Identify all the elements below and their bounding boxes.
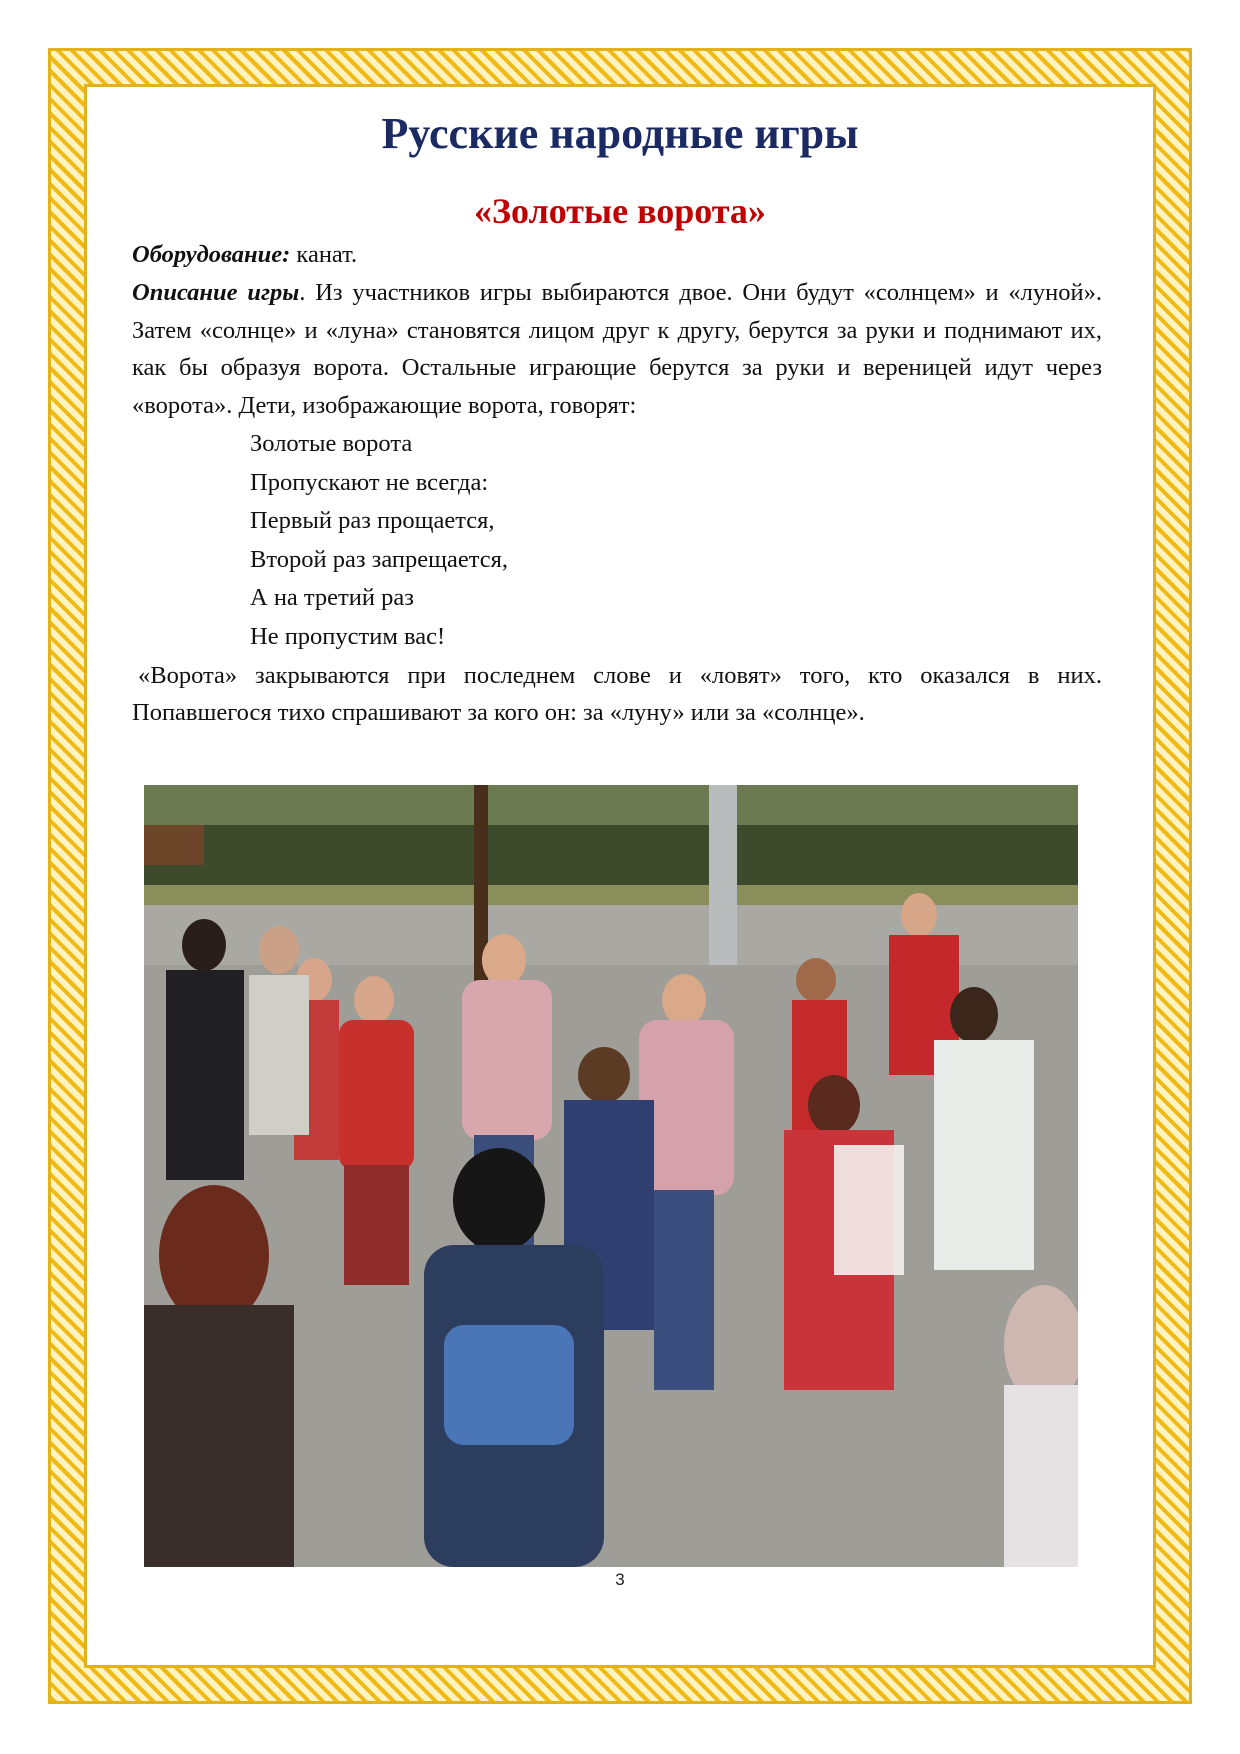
poem-block bbox=[132, 425, 1102, 657]
photo-sky-through-trees bbox=[144, 785, 1078, 825]
photo-illustration bbox=[144, 785, 1078, 1567]
poem-line: Золотые ворота bbox=[250, 429, 413, 457]
description-text: . Из участников игры выбираются двое. Они будут «солнцем» и «луной». Затем «солнце» и «луна» становятся лицом друг к другу, берутся за руки и поднимают их, как бы образуя ворота. Остальные играющие берутся за руки и вереницей идут через «ворота». Дети, изображающие ворота, говорят: bbox=[132, 278, 1102, 420]
poem-line: Первый раз прощается, bbox=[250, 507, 495, 535]
closing-paragraph: «Ворота» закрываются при последнем слове и «ловят» того, кто оказался в них. Попавшегося тихо спрашивают за кого он: за «луну» или за «солнце». bbox=[132, 661, 1102, 727]
page-number: 3 bbox=[615, 1570, 625, 1589]
poem-line: Пропускают не всегда: bbox=[250, 468, 489, 496]
description-paragraph bbox=[132, 274, 1102, 425]
poem-line: Не пропустим вас! bbox=[250, 622, 446, 650]
poem-line: Второй раз запрещается, bbox=[250, 545, 508, 573]
page-title: Русские народные игры bbox=[381, 109, 859, 158]
description-label: Описание игры bbox=[132, 278, 300, 306]
equipment-value: канат. bbox=[290, 241, 358, 268]
photo-pole bbox=[709, 785, 737, 965]
game-description-block bbox=[132, 236, 1102, 732]
equipment-paragraph bbox=[132, 236, 1102, 274]
poem-line: А на третий раз bbox=[250, 584, 414, 612]
equipment-label: Оборудование: bbox=[132, 241, 291, 268]
children-folk-game-photo bbox=[144, 785, 1078, 1567]
game-title: «Золотые ворота» bbox=[474, 191, 766, 231]
